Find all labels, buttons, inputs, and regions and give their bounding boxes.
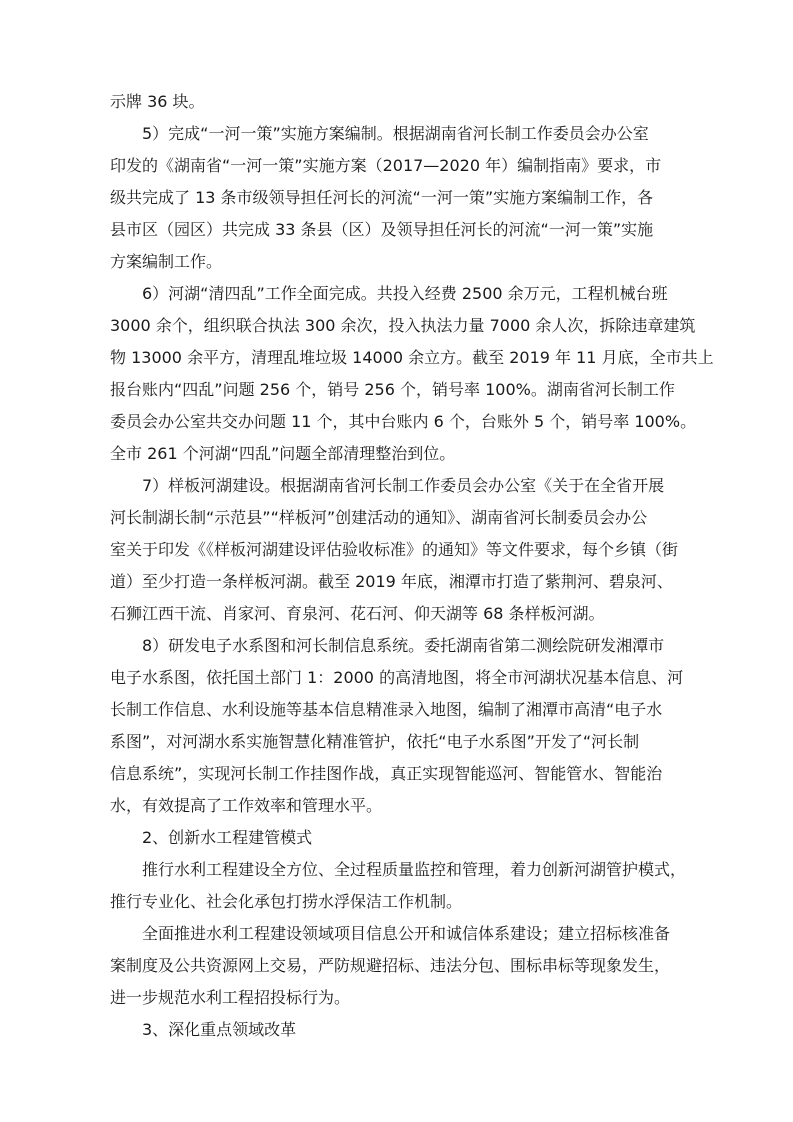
paragraph-item-8	[110, 630, 684, 822]
text-line: 推行水利工程建设全方位、全过程质量监控和管理，着力创新河湖管护模式，	[142, 860, 687, 879]
paragraph-item-6	[110, 278, 714, 470]
text-line: 信息系统”，实现河长制工作挂图作战，真正实现智能巡河、智能管水、智能治	[110, 764, 663, 783]
text-line: 物 13000 余平方，清理乱堆垃圾 14000 余立方。截至 2019 年 11 月底，全市共上	[110, 348, 714, 367]
text-line: 方案编制工作。	[110, 252, 223, 271]
text-line: 进一步规范水利工程招投标行为。	[110, 988, 351, 1007]
text-line: 推行专业化、社会化承包打捞水浮保洁工作机制。	[110, 892, 463, 911]
text-line: 5）完成“一河一策”实施方案编制。根据湖南省河长制工作委员会办公室	[142, 124, 649, 143]
text-line: 全面推进水利工程建设领域项目信息公开和诚信体系建设；建立招标核准备	[142, 924, 671, 943]
document-body	[110, 86, 714, 1046]
text-line: 6）河湖“清四乱”工作全面完成。共投入经费 2500 余万元，工程机械台班	[142, 284, 668, 303]
text-line: 报台账内“四乱”问题 256 个，销号 256 个，销号率 100%。湖南省河长制工作	[110, 380, 675, 399]
text-line: 8）研发电子水系图和河长制信息系统。委托湖南省第二测绘院研发湘潭市	[142, 636, 665, 655]
text-line: 级共完成了 13 条市级领导担任河长的河流“一河一策”实施方案编制工作，各	[110, 188, 654, 207]
text-line: 室关于印发《《样板河湖建设评估验收标准》的通知》等文件要求，每个乡镇（街	[110, 540, 679, 559]
section-heading-3	[110, 1014, 684, 1046]
text-line: 长制工作信息、水利设施等基本信息精准录入地图，编制了湘潭市高清“电子水	[110, 700, 663, 719]
paragraph-management	[110, 854, 687, 918]
text-line: 石狮江西干流、肖家河、育泉河、花石河、仰天湖等 68 条样板河湖。	[110, 604, 605, 623]
text-line: 3000 余个，组织联合执法 300 余次，投入执法力量 7000 余人次，拆除违章建筑	[110, 316, 696, 335]
paragraph-item-5	[110, 118, 684, 278]
heading-text: 3、深化重点领域改革	[142, 1020, 297, 1039]
text-line: 县市区（园区）共完成 33 条县（区）及领导担任河长的河流“一河一策”实施	[110, 220, 654, 239]
heading-text: 2、创新水工程建管模式	[142, 828, 313, 847]
text-line: 示牌 36 块。	[110, 92, 205, 111]
text-line: 案制度及公共资源网上交易，严防规避招标、违法分包、围标串标等现象发生，	[110, 956, 671, 975]
text-line: 7）样板河湖建设。根据湖南省河长制工作委员会办公室《关于在全省开展	[142, 476, 665, 495]
text-line: 电子水系图，依托国土部门 1：2000 的高清地图，将全市河湖状况基本信息、河	[110, 668, 684, 687]
section-heading-2	[110, 822, 684, 854]
paragraph-item-7	[110, 470, 684, 630]
text-line: 水，有效提高了工作效率和管理水平。	[110, 796, 383, 815]
text-line: 河长制湖长制“示范县”“样板河”创建活动的通知》、湖南省河长制委员会办公	[110, 508, 648, 527]
paragraph-continuation	[110, 86, 684, 118]
text-line: 委员会办公室共交办问题 11 个，其中台账内 6 个，台账外 5 个，销号率 100%。	[110, 412, 697, 431]
text-line: 系图”，对河湖水系实施智慧化精准管护，依托“电子水系图”开发了“河长制	[110, 732, 640, 751]
text-line: 全市 261 个河湖“四乱”问题全部清理整治到位。	[110, 444, 456, 463]
text-line: 道）至少打造一条样板河湖。截至 2019 年底，湘潭市打造了紫荆河、碧泉河、	[110, 572, 673, 591]
paragraph-bidding	[110, 918, 684, 1014]
text-line: 印发的《湖南省“一河一策”实施方案（2017—2020 年）编制指南》要求，市	[110, 156, 662, 175]
